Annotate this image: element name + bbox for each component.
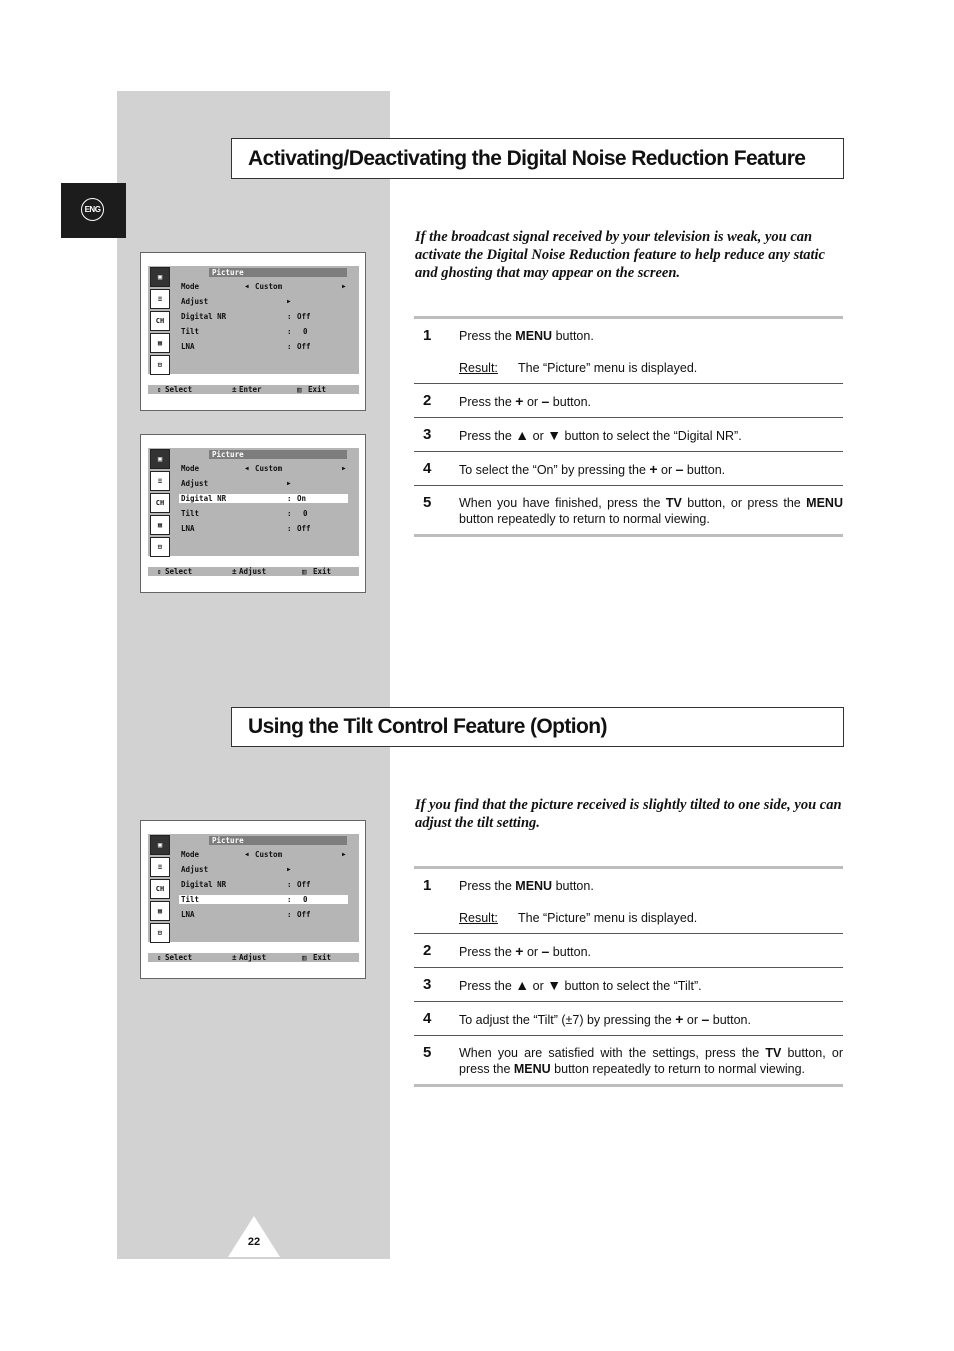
osd-menu-row <box>179 508 349 523</box>
osd-row-colon: : <box>287 509 292 518</box>
osd-row-colon: : <box>287 880 292 889</box>
left-arrow-icon: ◀ <box>245 851 249 858</box>
step-text <box>459 461 843 478</box>
footer-exit: Exit <box>313 567 332 576</box>
left-arrow-icon: ◀ <box>245 283 249 290</box>
menu-icon: ▥ <box>302 567 307 576</box>
step-text-part: To adjust the “Tilt” (±7) by pressing the <box>459 1013 676 1027</box>
osd-row-label: Digital NR <box>181 494 227 503</box>
step-text-part: or <box>529 429 548 443</box>
step-number: 2 <box>423 942 432 959</box>
osd-footer <box>148 567 359 576</box>
osd-row-colon: : <box>287 910 292 919</box>
step-text-part: or <box>683 1013 702 1027</box>
setup-icon: ▦ <box>150 333 170 353</box>
osd-menu-row <box>179 909 349 924</box>
picture-icon: ▣ <box>150 267 170 287</box>
step-number: 2 <box>423 392 432 409</box>
plusminus-icon: ± <box>232 567 237 576</box>
osd-row-label: Mode <box>181 282 200 291</box>
step-row <box>414 869 843 933</box>
sound-icon: ≡ <box>150 471 170 491</box>
result-text: The “Picture” menu is displayed. <box>518 911 698 925</box>
step-number: 3 <box>423 426 432 443</box>
submenu-arrow-icon: ▶ <box>287 480 291 487</box>
osd-menu <box>148 266 359 374</box>
osd-row-colon: : <box>287 312 292 321</box>
osd-row-label: LNA <box>181 342 195 351</box>
osd-menu <box>148 448 359 556</box>
channel-icon: CH <box>150 879 170 899</box>
steps-list-digital-nr <box>414 316 843 537</box>
osd-row-colon: : <box>287 895 292 904</box>
button-name: TV <box>765 1046 782 1060</box>
step-text-part: or <box>523 395 542 409</box>
step-text <box>459 1011 843 1028</box>
osd-row-label: Mode <box>181 850 200 859</box>
step-text-part: or <box>529 979 548 993</box>
osd-menu-row <box>179 341 349 356</box>
result-label: Result: <box>459 361 498 375</box>
step-text-part: button. <box>683 463 726 477</box>
osd-row-label: Adjust <box>181 865 209 874</box>
step-text-part: button repeatedly to return to normal viewing. <box>459 512 710 526</box>
osd-row-value: Off <box>297 524 311 533</box>
osd-row-label: Digital NR <box>181 880 227 889</box>
step-text-part: button, or press the <box>681 496 807 510</box>
osd-row-value: On <box>297 494 307 503</box>
step-row <box>414 485 843 534</box>
osd-row-label: LNA <box>181 524 195 533</box>
osd-row-value: 0 <box>303 327 308 336</box>
step-text-part: When you are satisfied with the settings, press the <box>459 1046 766 1060</box>
osd-menu-rows <box>179 281 349 356</box>
language-tab <box>61 183 126 238</box>
step-text <box>459 977 843 994</box>
osd-row-value: 0 <box>303 895 308 904</box>
step-text-part: When you have finished, press the <box>459 496 666 510</box>
button-glyph: – <box>541 943 550 959</box>
osd-menu-row <box>179 326 349 341</box>
step-text-part: button to select the “Digital NR”. <box>561 429 742 443</box>
plusminus-icon: ± <box>232 953 237 962</box>
osd-row-label: Digital NR <box>181 312 227 321</box>
osd-menu-row <box>179 311 349 326</box>
sound-icon: ≡ <box>150 289 170 309</box>
osd-menu-row <box>179 478 349 493</box>
page-number: 22 <box>247 1236 261 1248</box>
osd-screen-digital-nr-on <box>140 434 366 593</box>
osd-row-value: Off <box>297 342 311 351</box>
step-text-part: button, or press the <box>459 1046 843 1076</box>
osd-icon-column <box>150 449 174 559</box>
osd-menu-row <box>179 463 349 478</box>
sound-icon: ≡ <box>150 857 170 877</box>
osd-row-value: Custom <box>255 282 283 291</box>
step-text <box>459 328 843 376</box>
step-text <box>459 393 843 410</box>
osd-menu-row <box>179 879 349 894</box>
step-text-part: Press the <box>459 879 516 893</box>
step-text <box>459 943 843 960</box>
step-text-part: button to select the “Tilt”. <box>561 979 702 993</box>
section-intro-tilt: If you find that the picture received is slightly tilted to one side, you can adjust the tilt setting. <box>415 797 842 831</box>
section-title-digital-nr: Activating/Deactivating the Digital Noise Reduction Feature <box>231 138 844 179</box>
osd-menu-rows <box>179 463 349 538</box>
step-text-part: button. <box>709 1013 751 1027</box>
right-arrow-icon: ▶ <box>342 851 346 858</box>
osd-menu-row <box>179 523 349 538</box>
osd-row-colon: : <box>287 494 292 503</box>
setup-icon: ▦ <box>150 901 170 921</box>
osd-footer <box>148 385 359 394</box>
menu-icon: ▥ <box>302 953 307 962</box>
input-icon: ⊟ <box>150 537 170 557</box>
result-label: Result: <box>459 911 498 925</box>
submenu-arrow-icon: ▶ <box>287 866 291 873</box>
osd-row-label: Tilt <box>181 509 200 518</box>
picture-icon: ▣ <box>150 835 170 855</box>
input-icon: ⊟ <box>150 355 170 375</box>
step-text-part: Press the <box>459 429 516 443</box>
step-number: 3 <box>423 976 432 993</box>
updown-icon: ⇕ <box>157 953 162 962</box>
osd-row-value: Off <box>297 880 311 889</box>
osd-row-value: 0 <box>303 509 308 518</box>
updown-icon: ⇕ <box>157 567 162 576</box>
step-text-part: Press the <box>459 979 516 993</box>
osd-row-value: Custom <box>255 464 283 473</box>
step-text-part: To select the “On” by pressing the <box>459 463 650 477</box>
setup-icon: ▦ <box>150 515 170 535</box>
button-name: TV <box>665 496 682 510</box>
osd-menu-row <box>179 894 349 909</box>
button-glyph: ▼ <box>547 427 562 443</box>
step-text-part: button. <box>552 879 594 893</box>
button-glyph: + <box>649 461 658 477</box>
osd-row-colon: : <box>287 342 292 351</box>
step-number: 4 <box>423 1010 432 1027</box>
osd-menu-row <box>179 296 349 311</box>
osd-screen-picture-menu <box>140 252 366 411</box>
submenu-arrow-icon: ▶ <box>287 298 291 305</box>
osd-row-value: Custom <box>255 850 283 859</box>
osd-row-value: Off <box>297 910 311 919</box>
step-number: 1 <box>423 327 432 344</box>
button-name: MENU <box>515 329 553 343</box>
osd-row-label: Adjust <box>181 479 209 488</box>
step-row <box>414 319 843 383</box>
menu-icon: ▥ <box>297 385 302 394</box>
button-glyph: + <box>515 943 524 959</box>
footer-exit: Exit <box>308 385 327 394</box>
osd-menu-row <box>179 849 349 864</box>
button-glyph: – <box>541 393 550 409</box>
osd-screen-tilt <box>140 820 366 979</box>
osd-row-colon: : <box>287 524 292 533</box>
osd-footer <box>148 953 359 962</box>
result-text: The “Picture” menu is displayed. <box>518 361 698 375</box>
language-badge: ENG <box>81 198 104 221</box>
step-text <box>459 878 843 926</box>
step-row <box>414 1035 843 1084</box>
step-number: 4 <box>423 460 432 477</box>
button-glyph: ▲ <box>515 427 530 443</box>
step-number: 5 <box>423 494 432 511</box>
steps-list-tilt <box>414 866 843 1087</box>
step-text-part: Press the <box>459 395 516 409</box>
section-intro-digital-nr: If the broadcast signal received by your television is weak, you can activate the Digital Noise Reduction feature to help reduce any static and ghosting that may appear on the screen. <box>415 229 825 281</box>
osd-menu-row <box>179 281 349 296</box>
left-arrow-icon: ◀ <box>245 465 249 472</box>
osd-row-colon: : <box>287 327 292 336</box>
step-result <box>459 910 843 926</box>
step-text-part: button. <box>549 945 592 959</box>
right-arrow-icon: ▶ <box>342 283 346 290</box>
osd-menu-row <box>179 864 349 879</box>
step-row <box>414 967 843 1001</box>
osd-icon-column <box>150 267 174 377</box>
button-glyph: – <box>701 1011 710 1027</box>
step-row <box>414 933 843 967</box>
osd-menu <box>148 834 359 942</box>
button-glyph: ▲ <box>515 977 530 993</box>
osd-row-value: Off <box>297 312 311 321</box>
osd-menu-rows <box>179 849 349 924</box>
osd-menu-title: Picture <box>209 836 347 845</box>
plusminus-icon: ± <box>232 385 237 394</box>
osd-row-label: LNA <box>181 910 195 919</box>
osd-icon-column <box>150 835 174 945</box>
step-row <box>414 1001 843 1035</box>
channel-icon: CH <box>150 493 170 513</box>
step-text <box>459 427 843 444</box>
osd-menu-row <box>179 493 349 508</box>
channel-icon: CH <box>150 311 170 331</box>
button-glyph: + <box>675 1011 684 1027</box>
footer-select: Select <box>165 567 193 576</box>
step-text <box>459 1045 843 1077</box>
step-number: 1 <box>423 877 432 894</box>
step-text-part: button repeatedly to return to normal viewing. <box>550 1062 806 1076</box>
step-text <box>459 495 843 527</box>
step-text-part: button. <box>552 329 594 343</box>
osd-row-label: Tilt <box>181 327 200 336</box>
osd-row-highlight <box>179 895 348 904</box>
step-number: 5 <box>423 1044 432 1061</box>
step-text-part: or <box>523 945 542 959</box>
button-name: MENU <box>806 496 843 510</box>
button-glyph: – <box>675 461 684 477</box>
section-title-tilt: Using the Tilt Control Feature (Option) <box>231 707 844 747</box>
button-glyph: + <box>515 393 524 409</box>
step-text-part: button. <box>549 395 592 409</box>
footer-exit: Exit <box>313 953 332 962</box>
right-arrow-icon: ▶ <box>342 465 346 472</box>
picture-icon: ▣ <box>150 449 170 469</box>
footer-action: Enter <box>239 385 262 394</box>
step-result <box>459 360 843 376</box>
footer-action: Adjust <box>239 953 267 962</box>
osd-menu-title: Picture <box>209 450 347 459</box>
step-row <box>414 451 843 485</box>
step-row <box>414 417 843 451</box>
updown-icon: ⇕ <box>157 385 162 394</box>
footer-action: Adjust <box>239 567 267 576</box>
button-name: MENU <box>513 1062 551 1076</box>
button-name: MENU <box>515 879 553 893</box>
footer-select: Select <box>165 953 193 962</box>
osd-row-label: Tilt <box>181 895 200 904</box>
osd-menu-title: Picture <box>209 268 347 277</box>
input-icon: ⊟ <box>150 923 170 943</box>
step-text-part: or <box>657 463 676 477</box>
osd-row-label: Mode <box>181 464 200 473</box>
footer-select: Select <box>165 385 193 394</box>
step-row <box>414 383 843 417</box>
osd-row-label: Adjust <box>181 297 209 306</box>
step-text-part: Press the <box>459 329 516 343</box>
step-text-part: Press the <box>459 945 516 959</box>
button-glyph: ▼ <box>547 977 562 993</box>
